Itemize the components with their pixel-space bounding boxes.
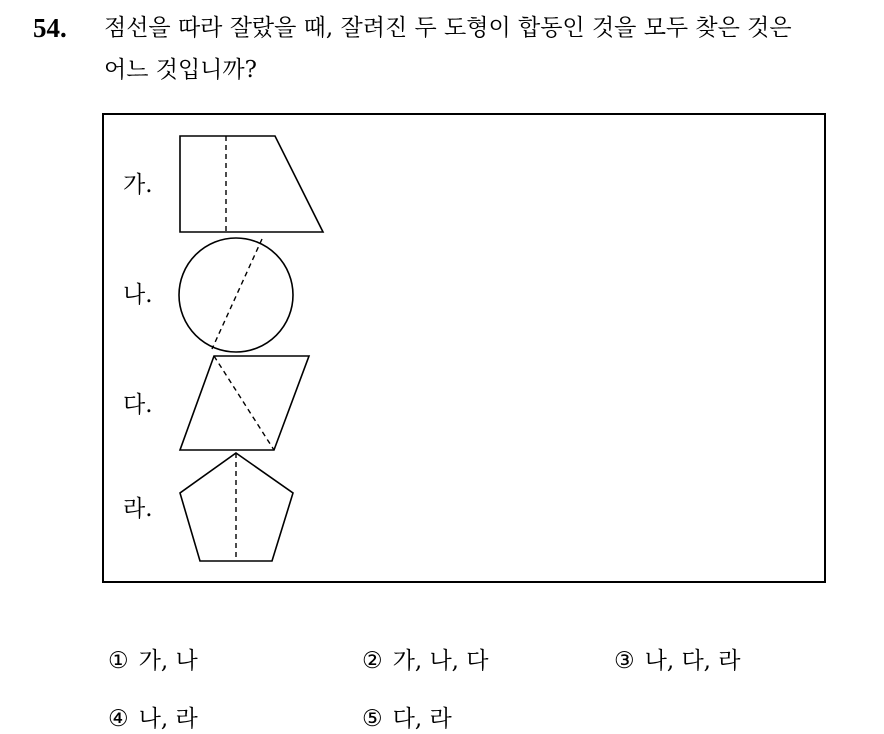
choice-4-number: ④ — [108, 706, 129, 732]
circle-shape — [179, 238, 293, 352]
circle-dashed-cut — [212, 239, 262, 349]
choice-1[interactable] — [108, 646, 198, 676]
trapezoid-shape — [180, 136, 323, 232]
choice-1-number: ① — [108, 648, 129, 674]
choice-1-text: 가, 나 — [138, 648, 198, 674]
choice-4[interactable] — [108, 704, 198, 734]
choice-5[interactable] — [362, 704, 452, 734]
figure-label-ga: 가. — [123, 172, 153, 198]
figure-label-da: 다. — [123, 392, 153, 418]
figure-box — [102, 113, 826, 583]
figure-label-na: 나. — [123, 282, 153, 308]
question-text-line-2: 어느 것입니까? — [104, 57, 257, 83]
choice-5-number: ⑤ — [362, 706, 383, 732]
choice-3[interactable] — [614, 646, 741, 676]
question-number: 54. — [33, 13, 67, 43]
choice-2[interactable] — [362, 646, 489, 676]
choice-2-number: ② — [362, 648, 383, 674]
choice-2-text: 가, 나, 다 — [392, 648, 489, 674]
figure-label-ra: 라. — [123, 496, 153, 522]
choice-5-text: 다, 라 — [392, 706, 452, 732]
parallelogram-dashed-cut — [214, 356, 274, 450]
question-text-line-1: 점선을 따라 잘랐을 때, 잘려진 두 도형이 합동인 것을 모두 찾은 것은 — [104, 15, 792, 41]
parallelogram-shape — [180, 356, 309, 450]
choice-4-text: 나, 라 — [138, 706, 198, 732]
choice-3-text: 나, 다, 라 — [644, 648, 741, 674]
choice-3-number: ③ — [614, 648, 635, 674]
pentagon-shape — [180, 453, 293, 561]
figures-drawing — [104, 115, 824, 581]
